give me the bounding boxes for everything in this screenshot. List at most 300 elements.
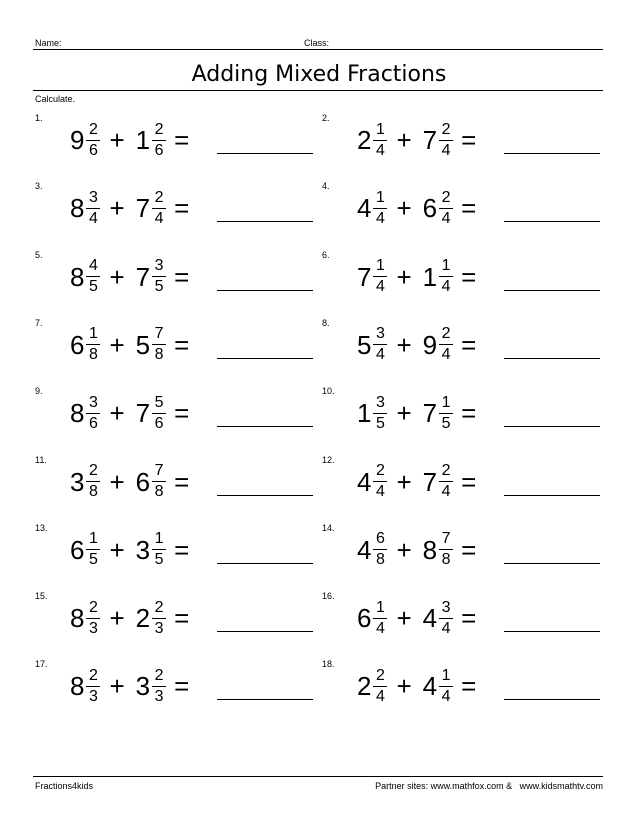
numerator: 3 — [441, 598, 451, 616]
fraction — [152, 190, 166, 227]
fraction-bar — [439, 618, 453, 619]
name-class-line[interactable] — [33, 49, 603, 50]
fraction — [86, 258, 100, 295]
problem-expression — [357, 252, 476, 302]
class-label: Class: — [304, 38, 330, 48]
problem-item — [35, 455, 325, 515]
whole-part: 6 — [422, 193, 438, 224]
numerator: 7 — [154, 325, 164, 343]
mixed-number — [136, 463, 166, 500]
mixed-number — [70, 668, 100, 705]
numerator: 4 — [89, 257, 98, 275]
fraction — [439, 326, 453, 363]
problem-expression — [70, 388, 189, 438]
denominator: 4 — [376, 278, 385, 296]
whole-part: 3 — [70, 466, 85, 497]
whole-part: 7 — [135, 193, 151, 224]
problem-item — [322, 181, 612, 241]
problem-expression — [70, 252, 189, 302]
numerator: 1 — [376, 188, 385, 206]
answer-blank[interactable] — [217, 153, 313, 154]
problem-number: 6. — [322, 249, 330, 260]
answer-blank[interactable] — [217, 631, 313, 632]
problem-expression — [70, 457, 189, 507]
numerator: 2 — [376, 462, 385, 479]
mixed-number — [136, 122, 166, 159]
fraction — [439, 668, 453, 705]
numerator: 1 — [89, 530, 98, 548]
denominator: 6 — [154, 141, 164, 159]
problem-expression — [357, 115, 476, 165]
fraction — [86, 531, 100, 568]
fraction-bar — [152, 481, 166, 482]
numerator: 5 — [154, 393, 164, 411]
problem-number: 10. — [322, 386, 335, 397]
fraction-bar — [86, 618, 100, 619]
mixed-number — [357, 668, 387, 705]
denominator: 6 — [89, 141, 98, 159]
plus-sign: + — [109, 329, 125, 360]
plus-sign: + — [109, 671, 125, 702]
whole-part: 8 — [70, 603, 85, 634]
numerator: 3 — [89, 188, 98, 206]
fraction — [152, 600, 166, 637]
fraction — [373, 668, 387, 705]
answer-blank[interactable] — [217, 221, 313, 222]
fraction-bar — [152, 686, 166, 687]
denominator: 5 — [154, 278, 164, 296]
mixed-number — [357, 122, 387, 159]
numerator: 2 — [89, 462, 98, 479]
whole-part: 4 — [357, 193, 372, 224]
mixed-number — [70, 190, 100, 227]
answer-blank[interactable] — [504, 631, 600, 632]
denominator: 6 — [89, 414, 98, 432]
whole-part: 4 — [422, 671, 438, 702]
fraction — [439, 122, 453, 159]
equals-sign: = — [174, 125, 190, 155]
problem-expression — [357, 593, 476, 643]
problem-item — [322, 659, 612, 719]
equals-sign: = — [461, 329, 477, 360]
fraction — [373, 395, 387, 432]
fraction — [373, 463, 387, 500]
whole-part: 2 — [357, 671, 372, 702]
fraction — [152, 668, 166, 705]
mixed-number — [423, 258, 453, 295]
fraction — [373, 258, 387, 295]
fraction — [373, 326, 387, 363]
problem-expression — [357, 183, 476, 233]
whole-part: 7 — [422, 398, 438, 429]
fraction-bar — [152, 549, 166, 550]
answer-blank[interactable] — [504, 221, 600, 222]
problem-number: 14. — [322, 522, 335, 533]
denominator: 4 — [441, 619, 451, 637]
whole-part: 8 — [70, 261, 85, 292]
fraction-bar — [86, 344, 100, 345]
equals-sign: = — [174, 398, 190, 429]
answer-blank[interactable] — [504, 563, 600, 564]
numerator: 7 — [154, 462, 164, 479]
equals-sign: = — [174, 261, 190, 292]
whole-part: 6 — [70, 329, 85, 360]
fraction — [152, 326, 166, 363]
denominator: 5 — [441, 414, 451, 432]
denominator: 4 — [376, 619, 385, 637]
whole-part: 7 — [135, 398, 151, 429]
numerator: 2 — [441, 462, 451, 479]
mixed-number — [70, 531, 100, 568]
mixed-number — [423, 531, 453, 568]
whole-part: 6 — [357, 603, 372, 634]
answer-blank[interactable] — [217, 495, 313, 496]
fraction-bar — [373, 344, 387, 345]
fraction-bar — [439, 481, 453, 482]
plus-sign: + — [109, 261, 125, 292]
whole-part: 5 — [357, 329, 372, 360]
whole-part: 5 — [135, 329, 151, 360]
plus-sign: + — [109, 534, 125, 565]
problem-number: 5. — [35, 249, 43, 260]
mixed-number — [136, 190, 166, 227]
mixed-number — [423, 190, 453, 227]
whole-part: 6 — [70, 534, 85, 565]
mixed-number — [136, 326, 166, 363]
whole-part: 2 — [135, 603, 151, 634]
problem-expression — [70, 661, 189, 711]
numerator: 1 — [89, 325, 98, 343]
problem-item — [35, 181, 325, 241]
problem-expression — [70, 525, 189, 575]
problem-expression — [357, 661, 476, 711]
denominator: 4 — [376, 483, 385, 500]
fraction-bar — [86, 686, 100, 687]
fraction-bar — [86, 549, 100, 550]
plus-sign: + — [109, 466, 125, 497]
fraction — [86, 668, 100, 705]
numerator: 2 — [89, 598, 98, 616]
equals-sign: = — [461, 193, 477, 224]
fraction — [152, 531, 166, 568]
numerator: 1 — [441, 393, 451, 411]
denominator: 8 — [154, 346, 164, 364]
denominator: 3 — [89, 619, 98, 637]
mixed-number — [357, 463, 387, 500]
numerator: 3 — [376, 393, 385, 411]
answer-blank[interactable] — [504, 495, 600, 496]
answer-blank[interactable] — [217, 426, 313, 427]
footer-left: Fractions4kids — [35, 781, 94, 791]
fraction — [373, 190, 387, 227]
fraction-bar — [373, 413, 387, 414]
fraction — [439, 600, 453, 637]
denominator: 8 — [154, 483, 164, 500]
mixed-number — [423, 463, 453, 500]
problem-item — [322, 318, 612, 378]
problem-expression — [70, 320, 189, 370]
equals-sign: = — [461, 534, 477, 565]
problem-number: 16. — [322, 591, 335, 602]
denominator: 4 — [441, 209, 451, 227]
fraction — [152, 258, 166, 295]
fraction — [86, 600, 100, 637]
problem-expression — [357, 457, 476, 507]
whole-part: 8 — [70, 671, 85, 702]
fraction-bar — [373, 686, 387, 687]
equals-sign: = — [461, 466, 477, 497]
plus-sign: + — [396, 125, 412, 155]
mixed-number — [136, 600, 166, 637]
plus-sign: + — [396, 398, 412, 429]
fraction — [439, 258, 453, 295]
denominator: 8 — [89, 483, 98, 500]
denominator: 8 — [441, 551, 451, 569]
fraction — [439, 190, 453, 227]
fraction-bar — [439, 686, 453, 687]
fraction-bar — [373, 208, 387, 209]
fraction-bar — [152, 276, 166, 277]
mixed-number — [70, 463, 100, 500]
problem-expression — [357, 525, 476, 575]
footer-divider — [33, 776, 603, 777]
problem-number: 7. — [35, 317, 43, 328]
numerator: 3 — [376, 325, 385, 343]
answer-blank[interactable] — [504, 153, 600, 154]
answer-blank[interactable] — [504, 358, 600, 359]
plus-sign: + — [396, 193, 412, 224]
numerator: 1 — [441, 666, 451, 684]
denominator: 5 — [376, 414, 385, 432]
whole-part: 9 — [422, 329, 438, 360]
problem-item — [322, 113, 612, 173]
equals-sign: = — [461, 125, 477, 155]
plus-sign: + — [396, 261, 412, 292]
fraction-bar — [439, 140, 453, 141]
numerator: 1 — [376, 120, 385, 138]
mixed-number — [357, 600, 387, 637]
denominator: 4 — [441, 141, 451, 159]
problem-item — [322, 523, 612, 583]
fraction-bar — [86, 481, 100, 482]
mixed-number — [357, 258, 387, 295]
whole-part: 7 — [422, 466, 438, 497]
problem-number: 13. — [35, 522, 48, 533]
denominator: 4 — [441, 346, 451, 364]
numerator: 2 — [154, 598, 164, 616]
problem-item — [35, 591, 325, 651]
whole-part: 8 — [70, 193, 85, 224]
fraction-bar — [86, 413, 100, 414]
mixed-number — [357, 395, 387, 432]
numerator: 2 — [89, 120, 98, 138]
problem-item — [35, 318, 325, 378]
denominator: 6 — [154, 414, 164, 432]
whole-part: 9 — [70, 125, 85, 155]
plus-sign: + — [109, 398, 125, 429]
plus-sign: + — [396, 603, 412, 634]
problem-expression — [70, 115, 189, 165]
equals-sign: = — [461, 671, 477, 702]
instruction-text: Calculate. — [35, 94, 76, 104]
fraction — [152, 463, 166, 500]
fraction-bar — [439, 344, 453, 345]
fraction-bar — [86, 208, 100, 209]
mixed-number — [357, 531, 387, 568]
fraction — [439, 463, 453, 500]
problem-number: 2. — [322, 113, 330, 123]
whole-part: 3 — [135, 671, 151, 702]
denominator: 4 — [441, 483, 451, 500]
fraction-bar — [152, 344, 166, 345]
problem-number: 3. — [35, 181, 43, 192]
plus-sign: + — [396, 466, 412, 497]
footer-right: Partner sites: www.mathfox.com & www.kidsmathtv.com — [375, 781, 603, 791]
numerator: 2 — [441, 120, 451, 138]
numerator: 2 — [441, 325, 451, 343]
problem-item — [35, 250, 325, 310]
numerator: 2 — [154, 120, 164, 138]
numerator: 3 — [89, 393, 98, 411]
denominator: 3 — [154, 619, 164, 637]
denominator: 4 — [441, 687, 451, 705]
numerator: 2 — [376, 666, 385, 684]
problem-expression — [70, 183, 189, 233]
mixed-number — [70, 122, 100, 159]
plus-sign: + — [396, 534, 412, 565]
plus-sign: + — [396, 329, 412, 360]
fraction — [373, 531, 387, 568]
numerator: 2 — [154, 188, 164, 206]
denominator: 4 — [154, 209, 164, 227]
whole-part: 4 — [422, 603, 438, 634]
numerator: 7 — [441, 530, 451, 548]
problem-number: 4. — [322, 181, 330, 192]
problem-number: 12. — [322, 454, 335, 465]
equals-sign: = — [174, 466, 190, 497]
denominator: 4 — [376, 687, 385, 705]
mixed-number — [136, 668, 166, 705]
fraction-bar — [373, 481, 387, 482]
denominator: 4 — [441, 278, 451, 296]
whole-part: 1 — [422, 261, 438, 292]
problem-number: 11. — [35, 454, 47, 465]
equals-sign: = — [174, 671, 190, 702]
mixed-number — [423, 395, 453, 432]
fraction — [439, 395, 453, 432]
fraction-bar — [439, 549, 453, 550]
plus-sign: + — [109, 193, 125, 224]
fraction — [373, 122, 387, 159]
answer-blank[interactable] — [217, 699, 313, 700]
answer-blank[interactable] — [217, 563, 313, 564]
mixed-number — [70, 258, 100, 295]
problem-expression — [70, 593, 189, 643]
numerator: 2 — [89, 666, 98, 684]
problem-number: 1. — [35, 113, 43, 123]
denominator: 3 — [89, 687, 98, 705]
fraction — [86, 463, 100, 500]
mixed-number — [136, 531, 166, 568]
fraction-bar — [86, 140, 100, 141]
name-label: Name: — [35, 38, 62, 48]
numerator: 3 — [154, 257, 164, 275]
fraction — [86, 326, 100, 363]
answer-blank[interactable] — [504, 290, 600, 291]
answer-blank[interactable] — [504, 426, 600, 427]
fraction-bar — [373, 276, 387, 277]
whole-part: 1 — [135, 125, 151, 155]
mixed-number — [136, 258, 166, 295]
denominator: 4 — [376, 141, 385, 159]
denominator: 4 — [376, 209, 385, 227]
title-divider — [33, 90, 603, 91]
fraction — [86, 190, 100, 227]
numerator: 1 — [376, 257, 385, 275]
whole-part: 1 — [357, 398, 372, 429]
fraction — [86, 122, 100, 159]
fraction-bar — [152, 618, 166, 619]
fraction-bar — [152, 413, 166, 414]
equals-sign: = — [174, 329, 190, 360]
fraction — [86, 395, 100, 432]
equals-sign: = — [461, 398, 477, 429]
fraction-bar — [373, 140, 387, 141]
fraction — [152, 395, 166, 432]
problem-expression — [357, 320, 476, 370]
mixed-number — [423, 326, 453, 363]
plus-sign: + — [109, 125, 125, 155]
problem-item — [322, 386, 612, 446]
mixed-number — [423, 122, 453, 159]
fraction-bar — [373, 618, 387, 619]
problem-number: 18. — [322, 659, 335, 670]
mixed-number — [423, 668, 453, 705]
mixed-number — [70, 395, 100, 432]
fraction-bar — [86, 276, 100, 277]
problem-item — [322, 250, 612, 310]
problem-number: 8. — [322, 317, 330, 328]
denominator: 4 — [376, 346, 385, 364]
answer-blank[interactable] — [504, 699, 600, 700]
whole-part: 7 — [422, 125, 438, 155]
answer-blank[interactable] — [217, 290, 313, 291]
numerator: 2 — [154, 666, 164, 684]
mixed-number — [136, 395, 166, 432]
fraction — [373, 600, 387, 637]
equals-sign: = — [174, 534, 190, 565]
equals-sign: = — [174, 603, 190, 634]
numerator: 1 — [376, 598, 385, 616]
denominator: 5 — [154, 551, 164, 569]
mixed-number — [70, 326, 100, 363]
denominator: 5 — [89, 551, 98, 569]
numerator: 1 — [154, 530, 164, 548]
whole-part: 8 — [70, 398, 85, 429]
mixed-number — [70, 600, 100, 637]
equals-sign: = — [174, 193, 190, 224]
problem-item — [322, 591, 612, 651]
problem-number: 9. — [35, 386, 43, 397]
mixed-number — [357, 190, 387, 227]
whole-part: 8 — [422, 534, 438, 565]
problem-item — [35, 523, 325, 583]
whole-part: 7 — [135, 261, 151, 292]
numerator: 2 — [441, 188, 451, 206]
answer-blank[interactable] — [217, 358, 313, 359]
mixed-number — [423, 600, 453, 637]
fraction-bar — [439, 208, 453, 209]
